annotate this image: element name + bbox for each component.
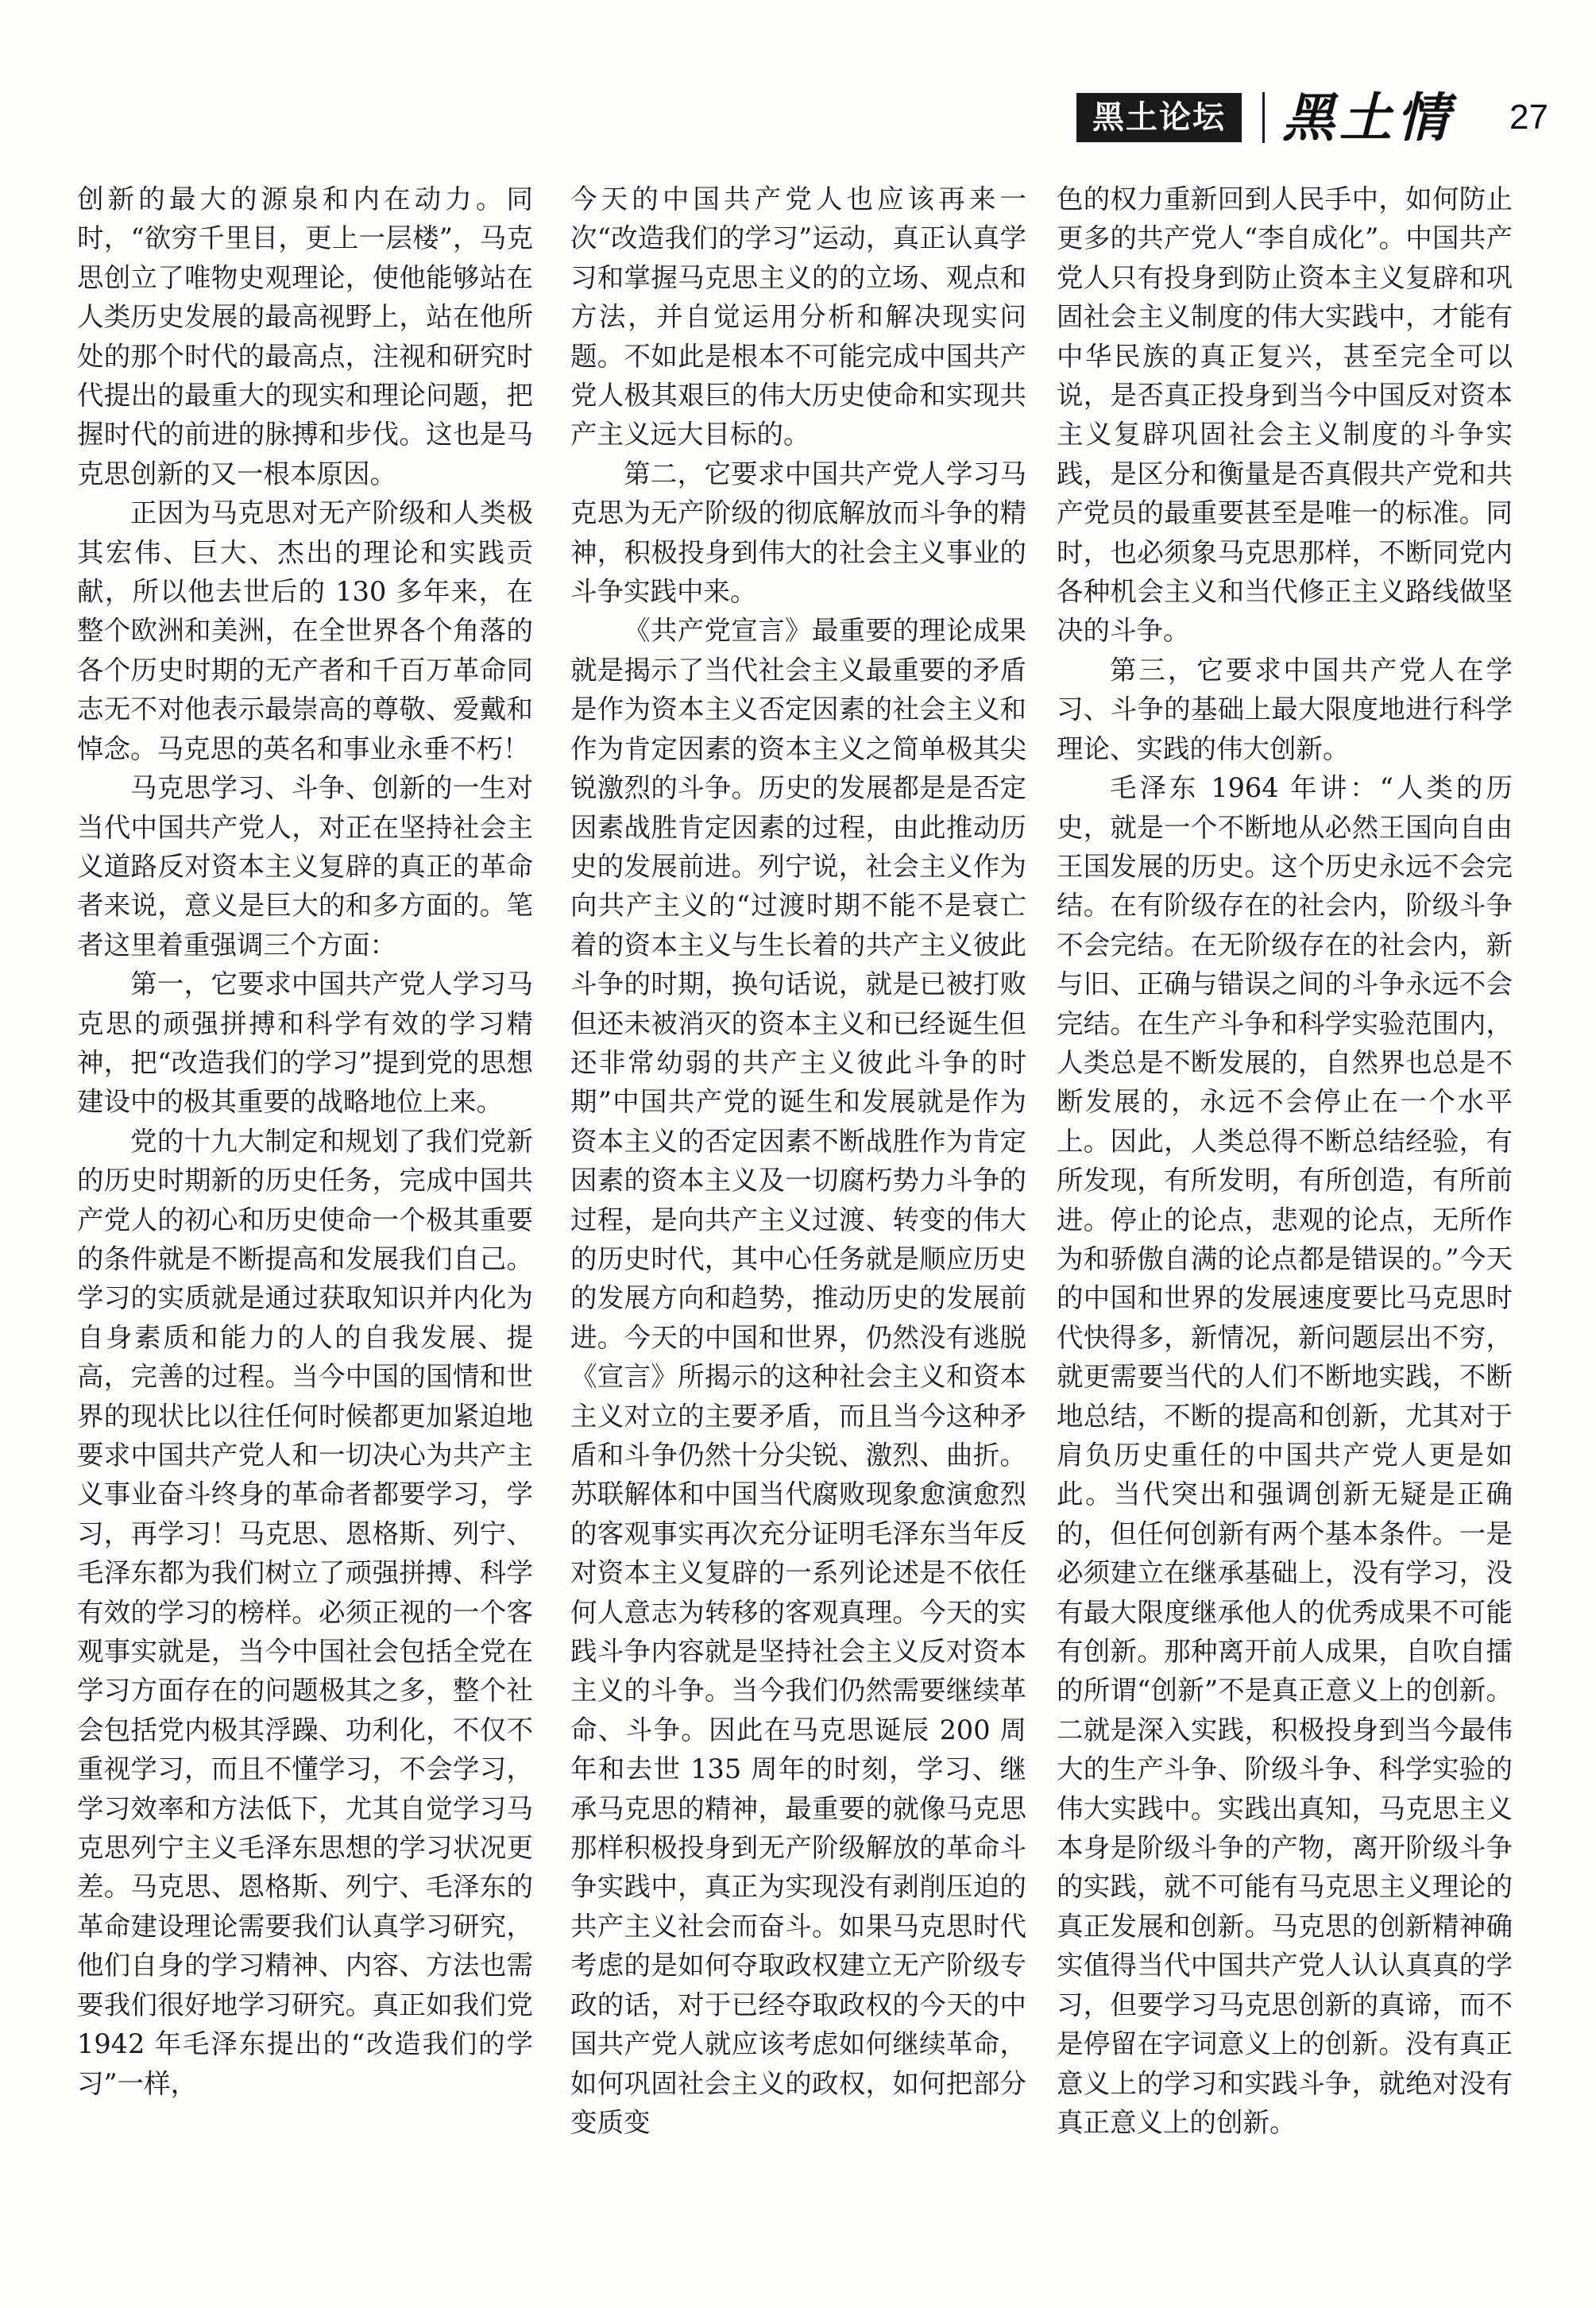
paragraph: 第三，它要求中国共产党人在学习、斗争的基础上最大限度地进行科学理论、实践的伟大创新。 xyxy=(1057,654,1513,764)
text-column-3 xyxy=(1057,180,1513,2213)
paragraph: 今天的中国共产党人也应该再来一次“改造我们的学习”运动，真正认真学习和掌握马克思主义的的立场、观点和方法，并自觉运用分析和解决现实问题。不如此是根本不可能完成中国共产党人极其艰巨的伟大历史使命和实现共产主义远大目标的。 xyxy=(570,184,1026,450)
paragraph: 马克思学习、斗争、创新的一生对当代中国共产党人，对正在坚持社会主义道路反对资本主义复辟的真正的革命者来说，意义是巨大的和多方面的。笔者这里着重强调三个方面： xyxy=(77,772,533,961)
page-header xyxy=(1076,86,1548,149)
paragraph: 毛泽东 1964 年讲：“人类的历史，就是一个不断地从必然王国向自由王国发展的历史。这个历史永远不会完结。在有阶级存在的社会内，阶级斗争不会完结。在无阶级存在的社会内，新与旧、正确与错误之间的斗争永远不会完结。在生产斗争和科学实验范围内，人类总是不断发展的，自然界也总是不断发展的，永远不会停止在一个水平上。因此，人类总得不断总结经验，有所发现，有所发明，有所创造，有所前进。停止的论点，悲观的论点，无所作为和骄傲自满的论点都是错误的。”今天的中国和世界的发展速度要比马克思时代快得多，新情况，新问题层出不穷，就更需要当代的人们不断地实践，不断地总结，不断的提高和创新，尤其对于肩负历史重任的中国共产党人更是如此。当代突出和强调创新无疑是正确的，但任何创新有两个基本条件。一是必须建立在继承基础上，没有学习，没有最大限度继承他人的优秀成果不可能有创新。那种离开前人成果，自吹自擂的所谓“创新”不是真正意义上的创新。二就是深入实践，积极投身到当今最伟大的生产斗争、阶级斗争、科学实验的伟大实践中。实践出真知，马克思主义本身是阶级斗争的产物，离开阶级斗争的实践，就不可能有马克思主义理论的真正发展和创新。马克思的创新精神确实值得当代中国共产党人认认真真的学习，但要学习马克思创新的真谛，而不是停留在字词意义上的创新。没有真正意义上的学习和实践斗争，就绝对没有真正意义上的创新。 xyxy=(1057,772,1513,2138)
page-number: 27 xyxy=(1509,98,1548,137)
text-column-2 xyxy=(570,180,1026,2213)
paragraph: 第二，它要求中国共产党人学习马克思为无产阶级的彻底解放而斗争的精神，积极投身到伟大的社会主义事业的斗争实践中来。 xyxy=(570,458,1026,608)
paragraph: 创新的最大的源泉和内在动力。同时，“欲穷千里目，更上一层楼”，马克思创立了唯物史观理论，使他能够站在人类历史发展的最高视野上，站在他所处的那个时代的最高点，注视和研究时代提出的最重大的现实和理论问题，把握时代的前进的脉搏和步伐。这也是马克思创新的又一根本原因。 xyxy=(77,184,533,489)
text-column-1 xyxy=(77,180,533,2213)
header-divider xyxy=(1262,92,1265,143)
paragraph: 色的权力重新回到人民手中，如何防止更多的共产党人“李自成化”。中国共产党人只有投身到防止资本主义复辟和巩固社会主义制度的伟大实践中，才能有中华民族的真正复兴，甚至完全可以说，是否真正投身到当今中国反对资本主义复辟巩固社会主义制度的斗争实践，是区分和衡量是否真假共产党和共产党员的最重要甚至是唯一的标准。同时，也必须象马克思那样，不断同党内各种机会主义和当代修正主义路线做坚决的斗争。 xyxy=(1057,184,1513,647)
paragraph: 正因为马克思对无产阶级和人类极其宏伟、巨大、杰出的理论和实践贡献，所以他去世后的 130 多年来，在整个欧洲和美洲，在全世界各个角落的各个历史时期的无产者和千百万革命同志无不对他表示最崇高的尊敬、爱戴和悼念。马克思的英名和事业永垂不朽！ xyxy=(77,497,533,764)
section-tag: 黑土论坛 xyxy=(1076,93,1242,142)
magazine-title: 黑土情 xyxy=(1282,87,1455,149)
paragraph: 党的十九大制定和规划了我们党新的历史时期新的历史任务，完成中国共产党人的初心和历史使命一个极其重要的条件就是不断提高和发展我们自己。学习的实质就是通过获取知识并内化为自身素质和能力的人的自我发展、提高，完善的过程。当今中国的国情和世界的现状比以往任何时候都更加紧迫地要求中国共产党人和一切决心为共产主义事业奋斗终身的革命者都要学习，学习，再学习！马克思、恩格斯、列宁、毛泽东都为我们树立了顽强拼搏、科学有效的学习的榜样。必须正视的一个客观事实就是，当今中国社会包括全党在学习方面存在的问题极其之多，整个社会包括党内极其浮躁、功利化，不仅不重视学习，而且不懂学习，不会学习，学习效率和方法低下，尤其自觉学习马克思列宁主义毛泽东思想的学习状况更差。马克思、恩格斯、列宁、毛泽东的革命建设理论需要我们认真学习研究，他们自身的学习精神、内容、方法也需要我们很好地学习研究。真正如我们党 1942 年毛泽东提出的“改造我们的学习”一样， xyxy=(77,1125,533,2099)
paragraph: 《共产党宣言》最重要的理论成果就是揭示了当代社会主义最重要的矛盾是作为资本主义否定因素的社会主义和作为肯定因素的资本主义之简单极其尖锐激烈的斗争。历史的发展都是是否定因素战胜肯定因素的过程，由此推动历史的发展前进。列宁说，社会主义作为向共产主义的“过渡时期不能不是衰亡着的资本主义与生长着的共产主义彼此斗争的时期，换句话说，就是已被打败但还未被消灭的资本主义和已经诞生但还非常幼弱的共产主义彼此斗争的时期”中国共产党的诞生和发展就是作为资本主义的否定因素不断战胜作为肯定因素的资本主义及一切腐朽势力斗争的过程，是向共产主义过渡、转变的伟大的历史时代，其中心任务就是顺应历史的发展方向和趋势，推动历史的发展前进。今天的中国和世界，仍然没有逃脱《宣言》所揭示的这种社会主义和资本主义对立的主要矛盾，而且当今这种矛盾和斗争仍然十分尖锐、激烈、曲折。苏联解体和中国当代腐败现象愈演愈烈的客观事实再次充分证明毛泽东当年反对资本主义复辟的一系列论述是不依任何人意志为转移的客观真理。今天的实践斗争内容就是坚持社会主义反对资本主义的斗争。当今我们仍然需要继续革命、斗争。因此在马克思诞辰 200 周年和去世 135 周年的时刻，学习、继承马克思的精神，最重要的就像马克思那样积极投身到无产阶级解放的革命斗争实践中，真正为实现没有剥削压迫的共产主义社会而奋斗。如果马克思时代考虑的是如何夺取政权建立无产阶级专政的话，对于已经夺取政权的今天的中国共产党人就应该考虑如何继续革命，如何巩固社会主义的政权，如何把部分变质变 xyxy=(570,615,1026,2138)
paragraph: 第一，它要求中国共产党人学习马克思的顽强拼搏和科学有效的学习精神，把“改造我们的学习”提到党的思想建设中的极其重要的战略地位上来。 xyxy=(77,968,533,1118)
